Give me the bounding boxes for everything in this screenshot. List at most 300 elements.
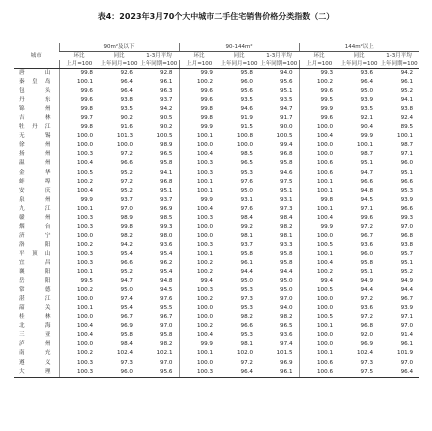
city-name-cell: 吉林 [19,115,51,122]
table-row [14,277,419,286]
index-value-cell: 100.1 [179,187,219,196]
index-value-cell: 95.0 [240,278,253,285]
index-value-cell: 98.2 [280,223,293,230]
index-value-cell: 94.2 [120,241,133,248]
index-value-cell: 95.3 [400,187,414,194]
base-header: 上年同月=100 [220,61,258,67]
index-value-cell: 97.3 [360,359,374,366]
index-value-cell: 90.2 [120,115,133,122]
index-value-cell: 96.1 [400,341,414,348]
index-value-cell: 100.1 [179,349,219,358]
index-value-cell: 100.1 [299,178,339,187]
index-value-cell: 93.9 [360,97,374,104]
index-value-cell: 97.0 [120,205,133,212]
index-value-cell: 95.8 [360,260,374,266]
subheader: 1-3月平均 [386,53,412,59]
index-value-cell: 97.4 [280,341,293,348]
subheader: 环比 [73,53,85,59]
index-value-cell: 100.2 [59,241,99,250]
index-value-cell: 95.8 [120,332,133,339]
city-name-cell: 烟台 [19,223,51,230]
index-value-cell: 94.0 [280,305,293,312]
index-value-cell: 96.5 [160,151,173,158]
index-value-cell: 95.8 [280,160,293,167]
table-row [14,340,419,349]
city-name-cell: 湛江 [19,296,51,303]
index-value-cell: 100.3 [59,223,99,232]
table-row [14,250,419,259]
index-value-cell: 97.6 [240,205,253,212]
index-value-cell: 94.7 [120,278,133,285]
group-header: 144m²以上 [299,43,419,52]
city-name-cell: 平顶山 [19,250,51,257]
index-value-cell: 100.4 [179,150,219,159]
subheader: 1-3月平均 [146,53,172,59]
index-value-cell: 91.6 [120,124,133,131]
index-value-cell: 100.0 [299,295,339,304]
index-value-cell: 94.2 [400,70,414,77]
index-value-cell: 102.4 [357,350,374,357]
index-value-cell: 100.0 [116,142,133,149]
index-value-cell: 95.1 [280,187,293,194]
index-value-cell: 100.0 [299,141,339,150]
index-value-cell: 95.5 [160,305,173,312]
index-value-cell: 98.4 [280,214,293,221]
index-value-cell: 97.6 [160,296,173,303]
index-value-cell: 94.8 [160,278,173,285]
index-value-cell: 99.3 [400,214,414,221]
index-value-cell: 97.0 [280,296,293,303]
index-value-cell: 100.3 [179,286,219,295]
index-value-cell: 93.7 [160,196,173,203]
index-value-cell: 91.7 [280,115,293,122]
index-value-cell: 95.1 [400,169,414,176]
subheader: 环比 [313,53,325,59]
index-value-cell: 100.0 [179,359,219,368]
table-row [14,331,419,340]
index-value-cell: 94.5 [160,287,173,294]
index-value-cell: 100.5 [299,241,339,250]
table-row [14,349,419,358]
index-value-cell: 98.7 [360,151,374,158]
city-name-cell: 洛阳 [19,241,51,248]
index-value-cell: 95.0 [360,88,374,95]
index-value-cell: 100.0 [299,232,339,241]
index-value-cell: 92.0 [360,332,374,339]
index-value-cell: 100.0 [299,150,339,159]
index-value-cell: 100.0 [59,313,99,322]
base-header: 上月=100 [179,60,219,69]
index-value-cell: 96.6 [120,160,133,167]
subheader: 同比 [113,53,125,59]
index-value-cell: 101.5 [276,350,293,357]
index-value-cell: 97.4 [120,296,133,303]
index-value-cell: 94.6 [280,169,293,176]
index-value-cell: 100.1 [299,187,339,196]
table-row [14,268,419,277]
index-value-cell: 96.0 [99,368,139,378]
index-value-cell: 95.8 [240,70,253,77]
index-value-cell: 99.8 [59,105,99,114]
index-value-cell: 95.8 [160,332,173,339]
index-value-cell: 99.4 [280,142,293,149]
index-value-cell: 95.7 [400,250,414,257]
index-value-cell: 93.8 [400,241,414,248]
index-value-cell: 100.0 [179,313,219,322]
index-value-cell: 100.1 [59,205,99,214]
index-value-cell: 97.2 [120,151,133,158]
index-value-cell: 96.6 [400,205,414,212]
index-value-cell: 93.6 [280,332,293,339]
base-header: 上月=100 [299,60,339,69]
city-name-cell: 桂林 [19,314,51,321]
index-value-cell: 99.6 [299,114,339,123]
subheader: 环比 [193,53,205,59]
city-name-cell: 包头 [19,88,51,95]
index-value-cell: 96.4 [120,88,133,95]
index-value-cell: 94.7 [360,169,374,176]
index-value-cell: 98.2 [120,232,133,239]
index-value-cell: 100.1 [179,250,219,259]
table-row [14,69,419,79]
table-row [14,259,419,268]
city-name-cell: 温州 [19,160,51,167]
index-value-cell: 99.4 [179,277,219,286]
table-row [14,187,419,196]
base-header: 上年同期=100 [140,61,178,67]
base-header: 上月=100 [59,60,99,69]
table-row [14,123,419,132]
index-value-cell: 100.4 [299,259,339,268]
city-name-cell: 宜昌 [19,260,51,266]
index-value-cell: 93.1 [240,196,253,203]
index-value-cell: 95.6 [240,88,253,95]
base-header: 上年同月=100 [340,61,378,67]
index-value-cell: 97.2 [360,314,374,321]
city-name-cell: 常德 [19,287,51,294]
index-value-cell: 96.7 [400,296,414,303]
index-value-cell: 95.4 [160,269,173,276]
index-value-cell: 97.5 [339,368,379,378]
index-value-cell: 95.1 [360,160,374,167]
table-body [14,69,419,378]
index-value-cell: 96.8 [400,232,414,239]
index-value-cell: 93.6 [160,241,173,248]
index-value-cell: 102.1 [156,350,173,357]
table-row [14,322,419,331]
index-value-cell: 100.1 [59,78,99,87]
index-value-cell: 95.1 [280,88,293,95]
index-value-cell: 93.6 [360,241,374,248]
index-value-cell: 100.0 [59,295,99,304]
index-value-cell: 100.4 [59,187,99,196]
index-value-cell: 98.7 [400,142,414,149]
index-value-cell: 100.0 [299,331,339,340]
index-value-cell: 94.4 [400,287,414,294]
index-value-cell: 95.8 [160,160,173,167]
index-value-cell: 95.3 [240,332,253,339]
index-value-cell: 92.8 [160,70,173,77]
index-value-cell: 95.8 [280,260,293,266]
index-value-cell: 99.6 [360,214,374,221]
city-name-cell: 济宁 [19,232,51,239]
index-value-cell: 100.8 [236,133,253,140]
index-value-cell: 99.9 [179,196,219,205]
index-value-cell: 100.1 [59,268,99,277]
index-value-cell: 93.6 [360,305,374,312]
index-value-cell: 100.4 [179,331,219,340]
index-value-cell: 94.0 [280,70,293,77]
index-value-cell: 97.5 [280,178,293,185]
index-value-cell: 98.1 [240,232,253,239]
index-value-cell: 95.0 [280,287,293,294]
page-title: 表4：2023年3月70个大中城市二手住宅销售价格分类指数（二） [97,12,335,21]
price-index-table [14,43,419,378]
index-value-cell: 96.0 [400,160,414,167]
group-header: 90m²及以下 [59,43,179,52]
index-value-cell: 97.3 [280,205,293,212]
index-value-cell: 95.3 [240,287,253,294]
index-value-cell: 100.1 [59,304,99,313]
subheader: 同比 [233,53,245,59]
index-value-cell: 95.4 [160,250,173,257]
index-value-cell: 93.7 [240,241,253,248]
index-value-cell: 97.2 [120,178,133,185]
index-value-cell: 95.2 [120,187,133,194]
index-value-cell: 90.2 [160,124,173,131]
city-name-cell: 金华 [19,169,51,176]
index-value-cell: 100.0 [236,142,253,149]
index-value-cell: 100.2 [59,286,99,295]
city-name-cell: 北海 [19,323,51,330]
index-value-cell: 99.6 [299,87,339,96]
index-value-cell: 93.6 [360,70,374,77]
index-value-cell: 95.2 [400,269,414,276]
index-value-cell: 96.9 [360,341,374,348]
index-value-cell: 98.2 [240,314,253,321]
index-value-cell: 100.3 [179,159,219,168]
table-row [14,141,419,150]
city-name-cell: 牡丹江 [19,124,51,131]
group-header: 90-144m² [179,43,299,52]
table-row [14,313,419,322]
city-name-cell: 泸州 [19,341,51,348]
index-value-cell: 89.5 [400,124,414,131]
index-value-cell: 100.0 [179,141,219,150]
table-row [14,96,419,105]
table-row [14,295,419,304]
index-value-cell: 99.8 [120,223,133,230]
subheader-row [14,52,419,61]
index-value-cell: 93.5 [120,106,133,113]
index-value-cell: 100.2 [299,268,339,277]
table-row [14,132,419,141]
index-value-cell: 90.4 [360,124,374,131]
index-value-cell: 94.1 [160,169,173,176]
table-row [14,232,419,241]
index-value-cell: 92.6 [120,70,133,77]
table-row [14,359,419,368]
index-value-cell: 96.9 [280,359,293,366]
index-value-cell: 99.3 [299,69,339,79]
city-name-cell: 韶关 [19,305,51,312]
index-value-cell: 99.3 [160,223,173,230]
index-value-cell: 94.4 [280,269,293,276]
index-value-cell: 95.2 [120,269,133,276]
city-name-cell: 锦州 [19,106,51,113]
index-value-cell: 96.8 [280,151,293,158]
index-value-cell: 100.3 [59,359,99,368]
index-value-cell: 99.8 [179,105,219,114]
index-value-cell: 95.1 [360,269,374,276]
index-value-cell: 100.2 [179,268,219,277]
city-name-cell: 秦皇岛 [19,79,51,86]
index-value-cell: 96.6 [240,323,253,330]
index-value-cell: 92.4 [400,115,414,122]
index-value-cell: 93.9 [400,305,414,312]
index-value-cell: 93.5 [240,97,253,104]
index-value-cell: 100.1 [357,142,374,149]
index-value-cell: 97.0 [400,323,414,330]
city-column-header: 城市 [14,43,59,69]
city-name-cell: 扬州 [19,151,51,158]
index-value-cell: 100.3 [59,214,99,223]
city-name-cell: 蚌埠 [19,178,51,185]
index-value-cell: 93.8 [400,106,414,113]
city-name-cell: 唐山 [19,70,51,77]
table-row [14,214,419,223]
index-value-cell: 97.3 [240,296,253,303]
index-value-cell: 95.8 [240,250,253,257]
table-row [14,78,419,87]
index-value-cell: 100.5 [299,286,339,295]
index-value-cell: 100.2 [179,322,219,331]
index-value-cell: 99.8 [299,196,339,205]
city-name-cell: 三亚 [19,332,51,339]
index-value-cell: 100.3 [59,150,99,159]
index-value-cell: 95.0 [240,187,253,194]
table-row [14,114,419,123]
index-value-cell: 99.6 [59,96,99,105]
table-row [14,159,419,168]
group-header-row [14,43,419,52]
index-value-cell: 94.1 [400,97,414,104]
index-value-cell: 100.0 [59,232,99,241]
index-value-cell: 100.0 [179,304,219,313]
index-value-cell: 96.5 [280,323,293,330]
index-value-cell: 94.2 [160,106,173,113]
index-value-cell: 99.6 [179,96,219,105]
index-value-cell: 100.1 [179,132,219,141]
index-value-cell: 95.3 [240,169,253,176]
index-value-cell: 100.0 [299,340,339,349]
index-value-cell: 94.8 [360,187,374,194]
index-value-cell: 100.4 [299,214,339,223]
index-value-cell: 90.5 [160,115,173,122]
index-value-cell: 94.4 [240,269,253,276]
index-value-cell: 100.4 [59,331,99,340]
index-value-cell: 93.7 [160,97,173,104]
index-value-cell: 100.3 [179,241,219,250]
index-value-cell: 97.3 [120,359,133,366]
index-value-cell: 97.0 [400,223,414,230]
index-value-cell: 92.1 [360,115,374,122]
index-value-cell: 100.0 [299,123,339,132]
index-value-cell: 101.9 [397,350,414,357]
base-header: 上年同期=100 [260,61,298,67]
index-value-cell: 100.0 [299,304,339,313]
index-value-cell: 95.6 [280,79,293,86]
index-value-cell: 98.5 [160,214,173,221]
index-value-cell: 96.7 [160,314,173,321]
city-name-cell: 南充 [19,350,51,357]
index-value-cell: 95.4 [120,250,133,257]
index-value-cell: 99.9 [179,69,219,79]
index-value-cell: 96.5 [240,160,253,167]
index-value-cell: 100.4 [179,205,219,214]
index-value-cell: 96.1 [240,260,253,266]
index-value-cell: 100.1 [299,322,339,331]
index-value-cell: 100.1 [299,250,339,259]
index-value-cell: 100.2 [179,259,219,268]
index-value-cell: 99.5 [299,96,339,105]
index-value-cell: 96.2 [160,260,173,266]
index-value-cell: 100.1 [299,349,339,358]
index-value-cell: 95.2 [400,88,414,95]
index-value-cell: 97.2 [360,296,374,303]
index-value-cell: 98.1 [240,341,253,348]
index-value-cell: 100.5 [59,169,99,178]
city-name-cell: 丹东 [19,97,51,104]
index-value-cell: 97.1 [400,151,414,158]
index-value-cell: 91.9 [240,115,253,122]
index-value-cell: 100.6 [299,169,339,178]
index-value-cell: 99.5 [59,277,99,286]
index-value-cell: 100.2 [179,295,219,304]
index-value-cell: 100.0 [179,223,219,232]
index-value-cell: 98.1 [280,232,293,239]
index-value-cell: 100.0 [179,232,219,241]
table-row [14,205,419,214]
subheader: 1-3月平均 [266,53,292,59]
index-value-cell: 95.1 [400,260,414,266]
city-name-cell: 九江 [19,205,51,212]
index-value-cell: 100.4 [299,132,339,141]
table-row [14,196,419,205]
index-value-cell: 93.1 [280,196,293,203]
index-value-cell: 95.6 [139,368,179,378]
subheader: 同比 [353,53,365,59]
index-value-cell: 96.1 [259,368,299,378]
index-value-cell: 97.6 [240,178,253,185]
index-value-cell: 91.5 [240,124,253,131]
index-value-cell: 100.6 [299,359,339,368]
index-value-cell: 96.0 [360,250,374,257]
index-value-cell: 93.5 [360,106,374,113]
index-value-cell: 98.9 [160,142,173,149]
index-value-cell: 94.7 [280,106,293,113]
index-value-cell: 100.3 [179,368,219,378]
index-value-cell: 94.6 [240,106,253,113]
index-value-cell: 99.8 [179,114,219,123]
index-value-cell: 99.7 [59,114,99,123]
index-value-cell: 100.4 [59,159,99,168]
index-value-cell: 99.8 [59,123,99,132]
base-header: 上年同月=100 [100,61,138,67]
index-value-cell: 96.4 [379,368,419,378]
index-value-cell: 98.4 [120,341,133,348]
index-value-cell: 100.3 [59,368,99,378]
